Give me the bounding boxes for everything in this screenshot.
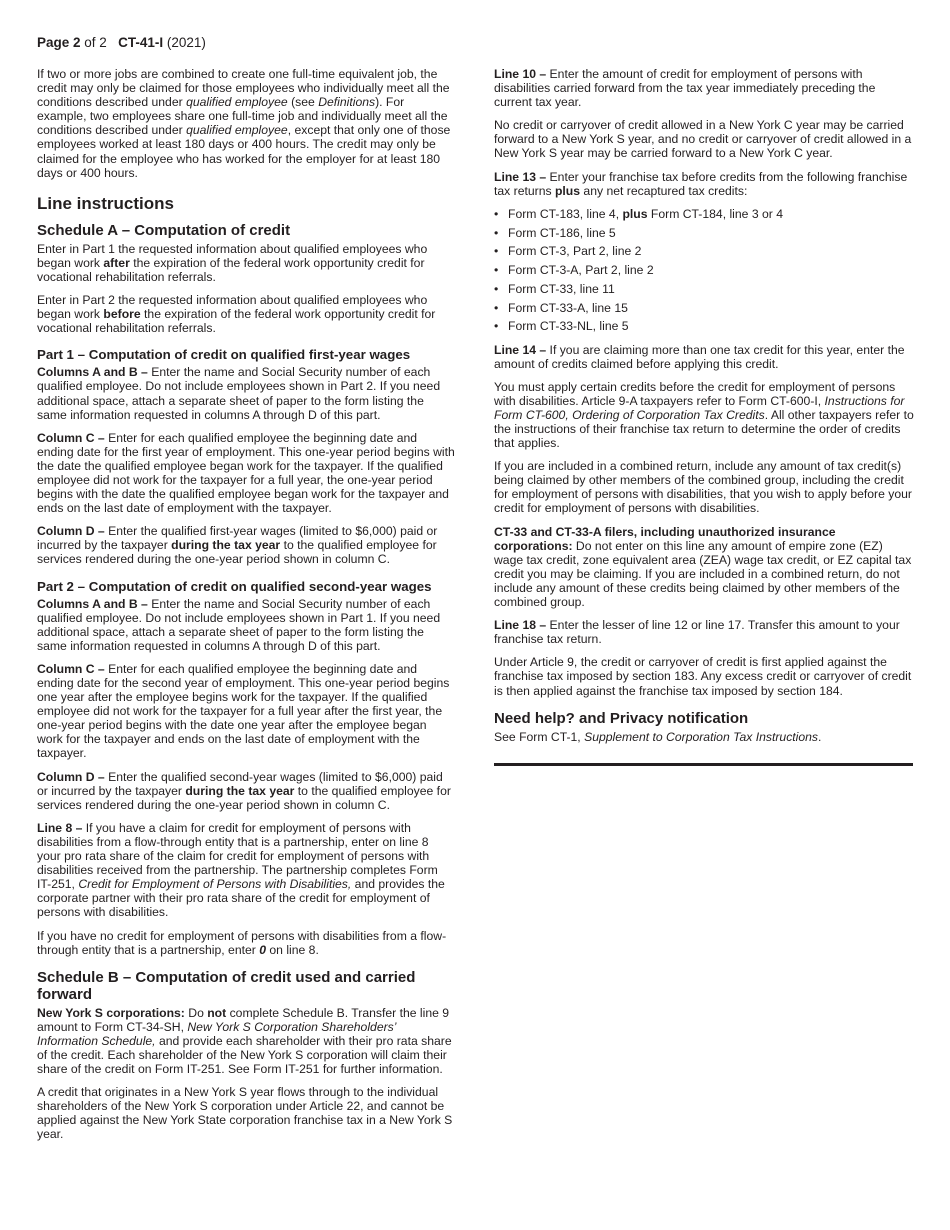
line-instructions-heading: Line instructions: [37, 193, 174, 213]
line18-article9-paragraph: Under Article 9, the credit or carryover of credit is first applied against the franchise tax imposed by section 183. Any excess credit or carryover of credit is then applied against the franchise tax imposed by section 184.: [494, 655, 912, 698]
page-of: of 2: [84, 35, 107, 50]
part2-heading: Part 2 – Computation of credit on qualified second-year wages: [37, 578, 432, 594]
part2-column-c: Column C – Enter for each qualified employee the beginning date and ending date for the second year of employment. This one-year period begins one year after the employee begins work for the taxpayer. If the qualified employee did not work for the taxpayer for a full year after the first year, the one-year period begins with the date one year after the employee began work for the taxpayer and ends on the last date of employment with the taxpayer.: [37, 661, 450, 761]
list-item: • Form CT-33, line 11: [494, 281, 615, 296]
part1-column-c: Column C – Enter for each qualified employee the beginning date and ending date for the first year of employment. This one-year period begins with the date the qualified employee began work for the taxpayer. If the qualified employee did not work for the taxpayer for a full year, the one-year period begins with the date the qualified employee began work for the taxpayer and ends on the last date of employment with the taxpayer.: [37, 430, 455, 516]
line13-paragraph: Line 13 – Enter your franchise tax before credits from the following franchise tax returns plus any net recaptured tax credits:: [494, 169, 908, 198]
line10-paragraph: Line 10 – Enter the amount of credit for employment of persons with disabilities carried forward from the tax year immediately preceding the current tax year.: [494, 67, 876, 110]
part2-columns-ab: Columns A and B – Enter the name and Social Security number of each qualified employee. Do not include employees shown in Part 1. If you need additional space, attach a separate sheet of paper to the form listing the same information requested in columns A through D of this part.: [37, 596, 441, 653]
schedule-a-paragraph: Enter in Part 2 the requested information about qualified employees who began work before the expiration of the federal work opportunity credit for vocational rehabilitation referrals.: [37, 293, 436, 336]
schedule-b-s-corp-paragraph: New York S corporations: Do not complete Schedule B. Transfer the line 9 amount to Form CT-34-SH, New York S Corporation Shareholders’ Information Schedule, and provide each shareholder with their pro rata share of the credit. Each shareholder of the New York S corporation will claim their share of the credit on Form IT-251. See Form IT-251 for further information.: [37, 1005, 452, 1077]
line14-paragraph: Line 14 – If you are claiming more than one tax credit for this year, enter the amount of credits claimed before applying this credit.: [494, 342, 905, 371]
schedule-b-paragraph: A credit that originates in a New York S year flows through to the individual shareholders of the New York S corporation under Article 22, and cannot be applied against the New York State corporation franchise tax in a New York S year.: [37, 1085, 453, 1142]
list-item: • Form CT-3, Part 2, line 2: [494, 244, 642, 259]
need-help-paragraph: See Form CT-1, Supplement to Corporation Tax Instructions.: [494, 729, 822, 744]
schedule-b-heading: Schedule B – Computation of credit used and carried forward: [37, 968, 416, 1003]
form-year: (2021): [166, 35, 206, 50]
ct33-filers-paragraph: CT-33 and CT-33-A filers, including unauthorized insurance corporations: Do not enter on this line any amount of empire zone (EZ) wage tax credit, zone equivalent area (ZEA) wage tax credit, or EZ capital tax credit you may be claiming. If you are included in a combined return, do not include any amount of these credits being claimed by other members of the combined group.: [494, 524, 912, 610]
schedule-a-paragraph: Enter in Part 1 the requested information about qualified employees who began work after the expiration of the federal work opportunity credit for vocational rehabilitation referrals.: [37, 241, 428, 284]
part1-column-d: Column D – Enter the qualified first-year wages (limited to $6,000) paid or incurred by the taxpayer during the tax year to the qualified employee for services rendered during the one-year period shown in column C.: [37, 524, 438, 567]
part1-columns-ab: Columns A and B – Enter the name and Social Security number of each qualified employee. Do not include employees shown in Part 2. If you need additional space, attach a separate sheet of paper to the form listing the same information requested in columns A through D of this part.: [37, 365, 441, 422]
list-item: • Form CT-3-A, Part 2, line 2: [494, 263, 654, 278]
need-help-heading: Need help? and Privacy notification: [494, 709, 749, 727]
left-column: [37, 67, 455, 1151]
part1-heading: Part 1 – Computation of credit on qualified first-year wages: [37, 347, 411, 363]
line8-paragraph: Line 8 – If you have a claim for credit for employment of persons with disabilities from a flow-through entity that is a partnership, enter on line 8 your pro rata share of the claim for credit for employment of persons with disabilities received from the partnership. The partnership completes Form IT-251, Credit for Employment of Persons with Disabilities, and provides the corporate partner with their pro rata share of the credit for employment of persons with disabilities.: [37, 820, 445, 920]
list-item: • Form CT-33-NL, line 5: [494, 319, 629, 334]
line14-ordering-paragraph: You must apply certain credits before the credit for employment of persons with disabilities. Article 9-A taxpayers refer to Form CT-600-I, Instructions for Form CT-600, Ordering of Corporation Tax Credits. All other taxpayers refer to the instructions of their franchise tax return to determine the order of credits that applies.: [494, 379, 914, 451]
form-id: CT-41-I: [118, 35, 164, 50]
schedule-a-heading: Schedule A – Computation of credit: [37, 221, 291, 239]
line13-form-list: [494, 207, 914, 334]
part2-column-d: Column D – Enter the qualified second-year wages (limited to $6,000) paid or incurred by the taxpayer during the tax year to the qualified employee for services rendered during the one-year period shown in column C.: [37, 769, 451, 812]
line8-no-credit-paragraph: If you have no credit for employment of persons with disabilities from a flow-through entity that is a partnership, enter 0 on line 8.: [37, 928, 447, 957]
list-item: • Form CT-186, line 5: [494, 225, 616, 240]
line14-combined-paragraph: If you are included in a combined return, include any amount of tax credit(s) being claimed by other members of the combined group, including the credit for employment of persons with disabilities, that you wish to apply before your credit for employment of persons with disabilities.: [494, 459, 912, 516]
right-column: [494, 67, 914, 753]
line10-carryover-paragraph: No credit or carryover of credit allowed in a New York C year may be carried forward to a New York S year, and no credit or carryover of credit allowed in a New York S year may be carried forward to a New York C year.: [494, 118, 912, 161]
end-rule-divider: [494, 763, 913, 766]
list-item: • Form CT-33-A, line 15: [494, 300, 628, 315]
list-item: • Form CT-183, line 4, plus Form CT-184, line 3 or 4: [494, 206, 783, 221]
line18-paragraph: Line 18 – Enter the lesser of line 12 or line 17. Transfer this amount to your franchise tax return.: [494, 618, 900, 647]
intro-paragraph: If two or more jobs are combined to create one full-time equivalent job, the credit may only be claimed for those employees who individually meet all the conditions described under qualified employee (see Definitions). For example, two employees share one full-time job and individually meet all the conditions described under qualified employee, except that only one of those employees worked at least 180 days or 400 hours. The credit may only be claimed for the employee who has worked for the employer for at least 180 days or 400 hours.: [37, 67, 451, 180]
page-header: [37, 35, 206, 50]
page-label: Page 2: [37, 35, 81, 50]
